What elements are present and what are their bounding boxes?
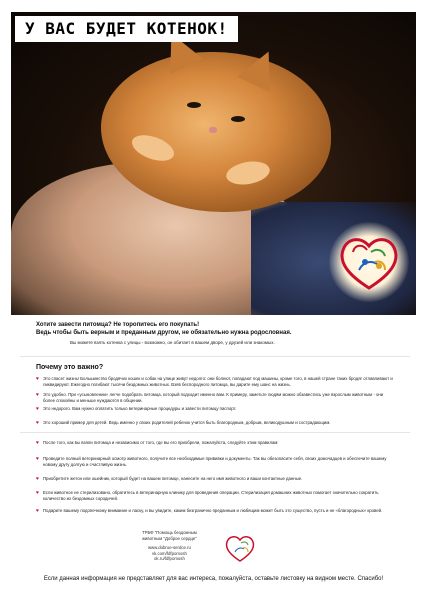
page-title: У ВАС БУДЕТ КОТЕНОК!	[15, 16, 238, 42]
kitten-eye-right	[231, 116, 245, 122]
step-item	[36, 476, 396, 482]
why-item-text: Это спасет жизнь! Большинство бродячих кошек и собак на улице живут недолго: они болеют, попадают под машины, кроме того, в нашей стране таких бродяг отлавливают и ликвидируют. Ежегодно погибают тысячи бездомных животных. Взяв беспородного питомца, вы дарите ему шанс на жизнь.	[42, 376, 393, 387]
heart-icon: ♥	[36, 456, 39, 462]
why-item-text: Это хороший пример для детей. Ведь именно у своих родителей ребенок учится быть благородным, добрым, великодушным и сострадающим.	[42, 420, 331, 425]
org-name-line2: животным "Доброе сердце"	[142, 535, 197, 541]
org-ok-link[interactable]: ok.ru/fdfpomosh	[154, 556, 185, 562]
step-item-text: Подарите вашему подопечному внимание и ласку, и вы увидите, каким безгранично преданным и любящим может быть это существо, пусть и не «благородных» кровей.	[42, 508, 383, 513]
heart-icon: ♥	[36, 490, 39, 496]
intro-subheadline: Ведь чтобы быть верным и преданным другом, не обязательно нужна родословная.	[36, 330, 292, 336]
heart-icon: ♥	[36, 476, 39, 482]
heart-icon: ♥	[36, 420, 39, 426]
divider	[20, 356, 410, 357]
kitten-nose	[209, 127, 217, 133]
why-item	[36, 392, 396, 404]
charity-logo-small	[220, 528, 260, 568]
why-item-text: Это удобно. При «усыновлении» легче подобрать питомца, который подходит именно вам. К примеру, заметьте людям можно обзавестись уже взрослым животным - они более спокойны и меньше нуждаются в общении.	[42, 392, 384, 403]
step-item-text: Приобретите жетон или ошейник, который будет на вашем питомце, нанесите на него имя животного и ваши контактные данные.	[42, 476, 303, 481]
heart-icon: ♥	[36, 440, 39, 446]
organization-info	[142, 530, 197, 562]
heart-icon: ♥	[36, 406, 39, 412]
org-name-line1: ТРБФ "Помощь бездомным	[142, 530, 197, 535]
intro-note: Вы можете взять котенка с улицы - возможно, он обитает в вашем дворе, у друзей или знакомых.	[70, 340, 275, 345]
steps-intro-text: После того, как вы взяли питомца и независимо от того, где вы его приобрели, пожалуйста, следуйте этим правилам:	[42, 440, 279, 445]
heart-icon: ♥	[36, 392, 39, 398]
heart-icon: ♥	[36, 376, 39, 382]
section-title-why: Почему это важно?	[36, 364, 104, 371]
kitten-eye-left	[187, 102, 201, 108]
step-item-text: Проведите полный ветеринарный осмотр животного, получите все необходимые прививки и документы. Так вы обезопасите себя, своих домочадцев и обеспечите вашему новому другу долгую и счастливую жизнь.	[42, 456, 387, 467]
why-item	[36, 406, 396, 412]
heart-logo-icon	[220, 528, 260, 568]
heart-icon: ♥	[36, 508, 39, 514]
step-item	[36, 508, 396, 514]
hero-photo	[11, 12, 416, 315]
divider	[20, 432, 410, 433]
org-vk-link[interactable]: vk.com/fdfpomosh	[152, 550, 187, 556]
step-item	[36, 456, 396, 468]
step-item	[36, 490, 396, 502]
step-item-text: Если животное не стерилизовано, обратитесь в ветеринарную клинику для проведения операции. Стерилизация домашних животных помогает значительно сократить количество их бездомных сородичей.	[42, 490, 379, 501]
footer-note: Если данная информация не представляет для вас интереса, пожалуйста, оставьте листовку на видном месте. Спасибо!	[43, 576, 384, 582]
why-item	[36, 376, 396, 388]
heart-logo-icon	[329, 222, 409, 302]
why-item	[36, 420, 396, 426]
intro-headline: Хотите завести питомца? Не торопитесь его покупать!	[36, 322, 200, 328]
org-website-link[interactable]: www.dobroe-serdce.ru	[147, 545, 191, 551]
why-item-text: Это недорого. Вам нужно оплатить только ветеринарные процедуры и завести питомцу паспорт.	[42, 406, 237, 411]
charity-logo	[329, 222, 409, 302]
steps-intro	[36, 440, 396, 446]
